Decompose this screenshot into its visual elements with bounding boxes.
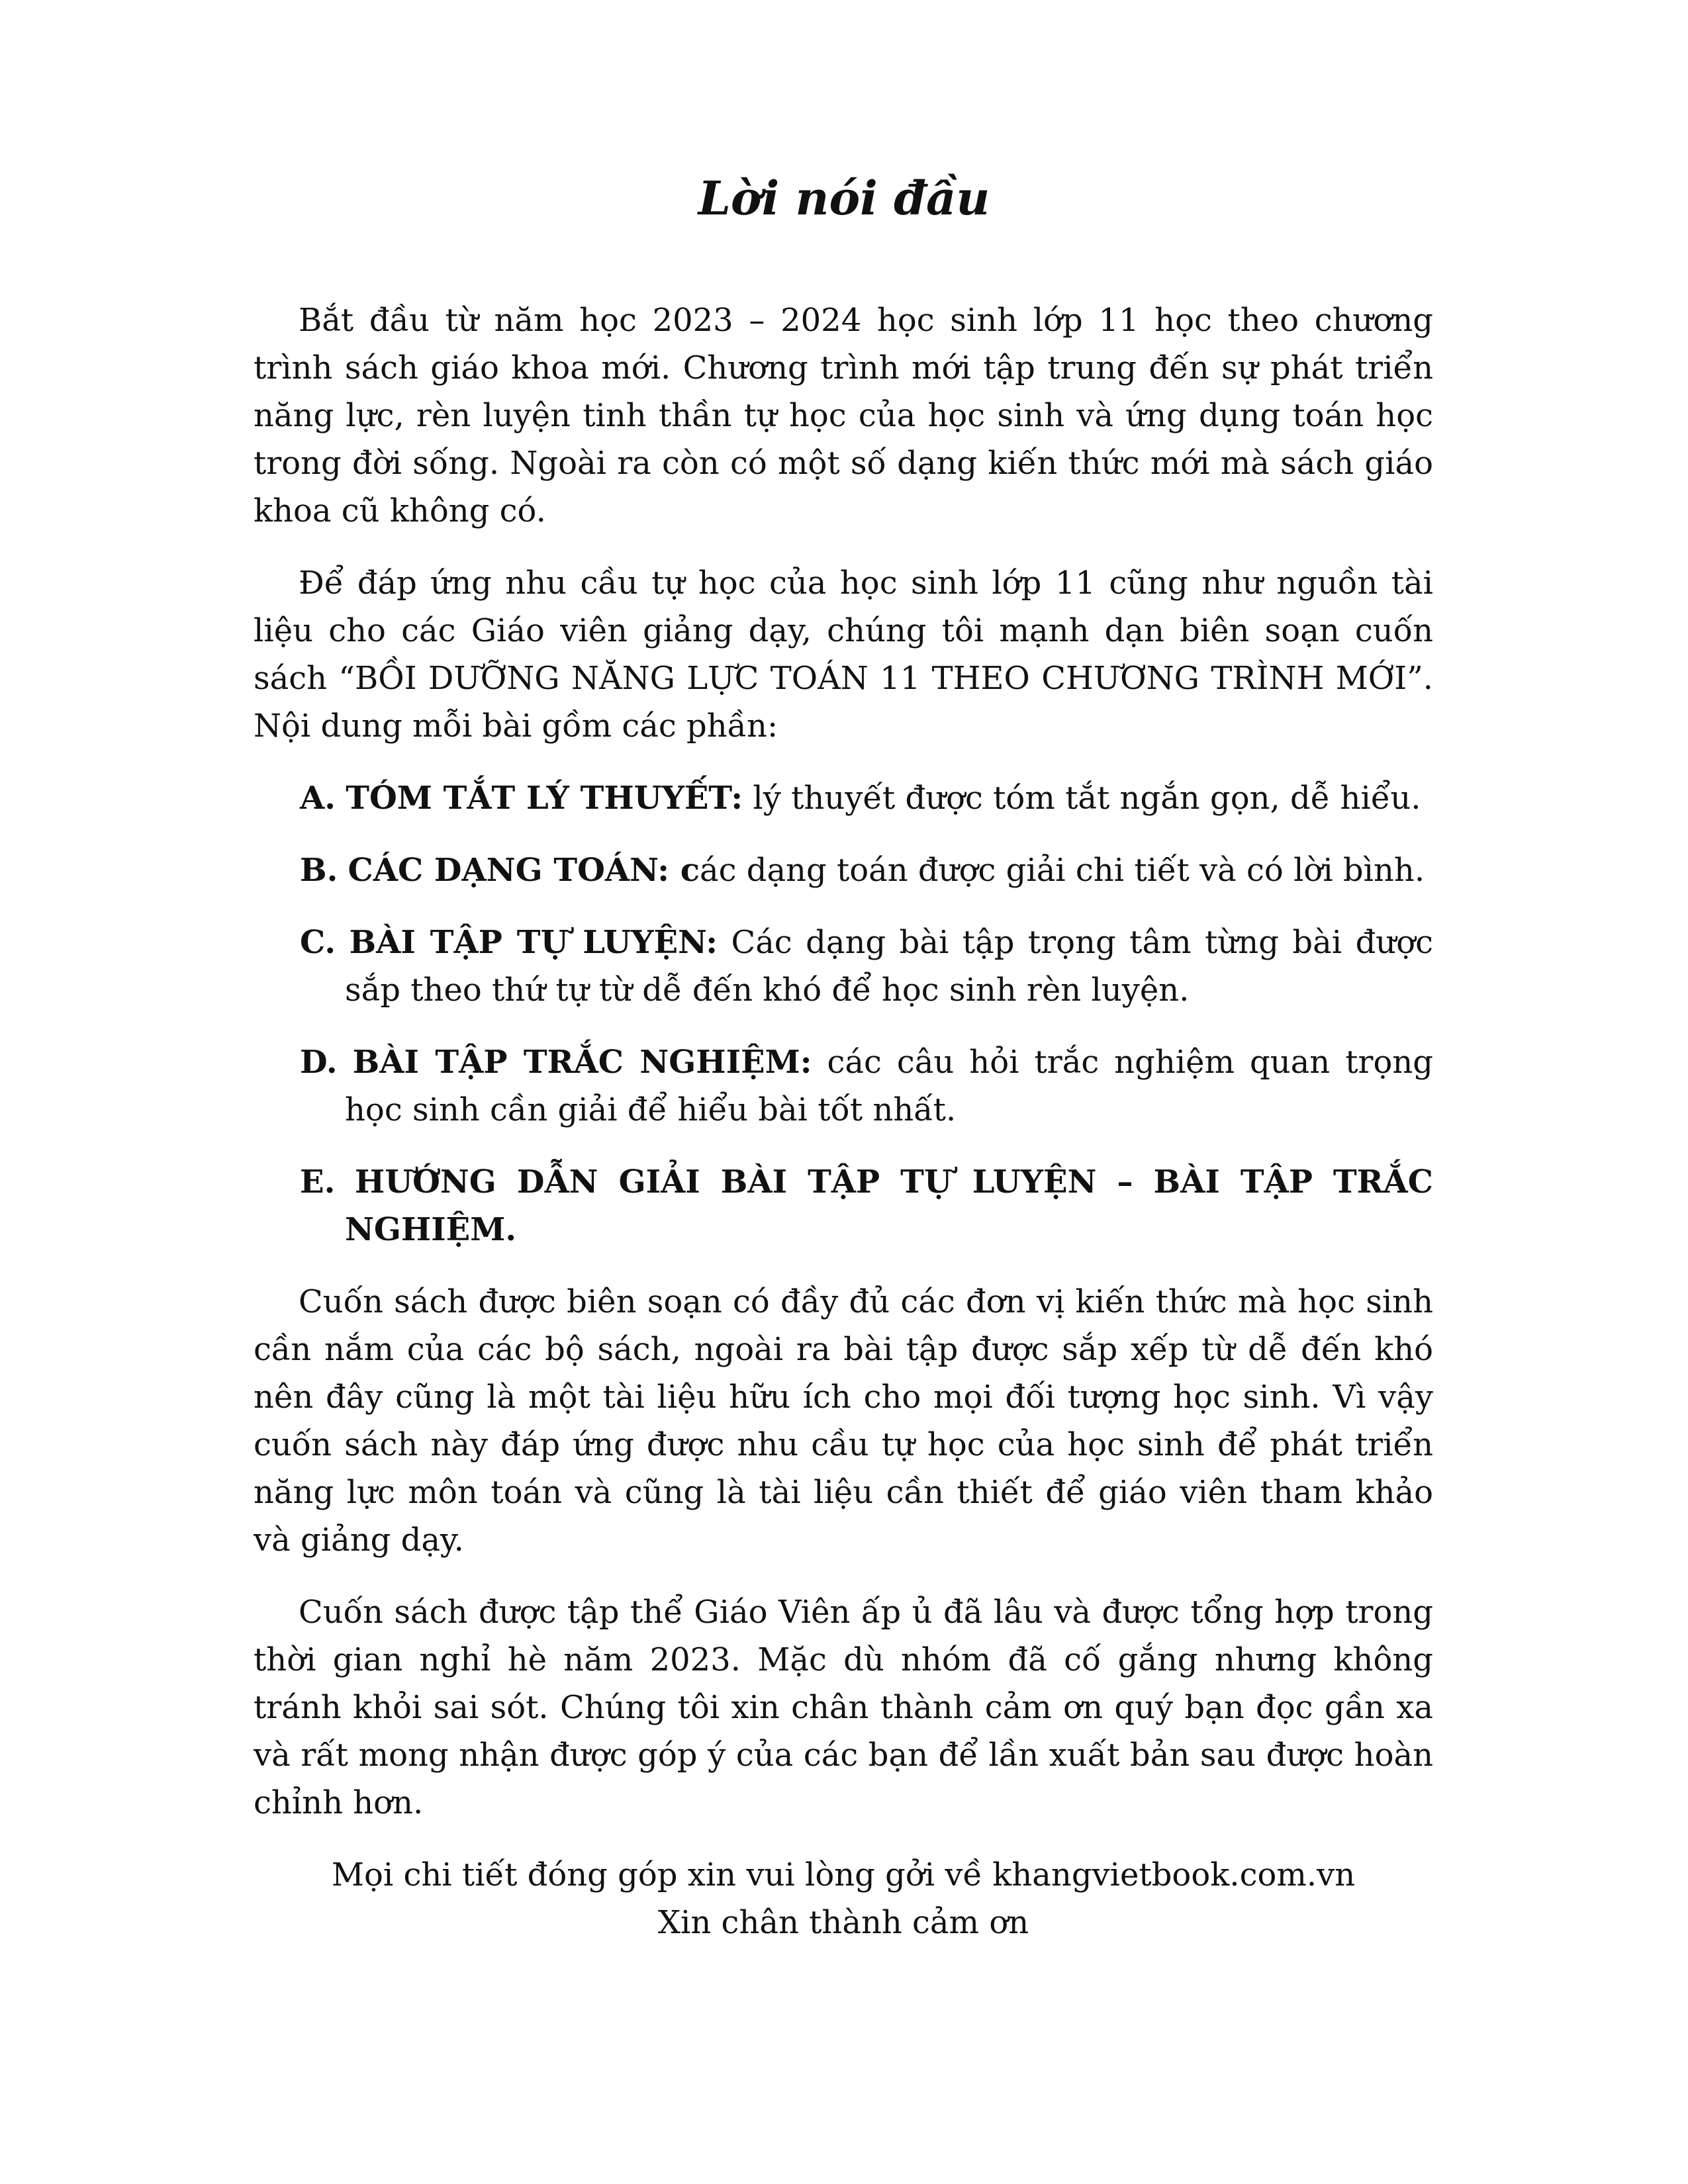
section-item-a	[300, 774, 1433, 822]
section-letter: D.	[300, 1044, 338, 1081]
section-item-e	[300, 1158, 1433, 1253]
section-item-c	[300, 919, 1433, 1014]
section-heading: BÀI TẬP TRẮC NGHIỆM:	[352, 1044, 812, 1081]
page-title: Lời nói đầu	[698, 171, 990, 226]
section-item-d	[300, 1038, 1433, 1134]
contact-line: Mọi chi tiết đóng góp xin vui lòng gởi về khangvietbook.com.vn	[331, 1856, 1356, 1893]
section-item-b	[300, 846, 1433, 894]
section-letter: C.	[300, 924, 336, 961]
paragraph-content: Cuốn sách được biên soạn có đầy đủ các đơn vị kiến thức mà học sinh cần nắm của các bộ sách, ngoài ra bài tập được sắp xếp từ dễ đến khó nên đây cũng là một tài liệu hữu ích cho mọi đối tượng học sinh. Vì vậy cuốn sách này đáp ứng được nhu cầu tự học của học sinh để phát triển năng lực môn toán và cũng là tài liệu cần thiết để giáo viên tham khảo và giảng dạy.	[254, 1283, 1433, 1559]
paragraph-purpose: Để đáp ứng nhu cầu tự học của học sinh lớp 11 cũng như nguồn tài liệu cho các Giáo viên giảng dạy, chúng tôi mạnh dạn biên soạn cuốn sách “BỒI DƯỠNG NĂNG LỰC TOÁN 11 THEO CHƯƠNG TRÌNH MỚI”. Nội dung mỗi bài gồm các phần:	[254, 565, 1433, 745]
section-letter: E.	[300, 1163, 336, 1201]
section-text: Các dạng bài tập trọng tâm từng bài được sắp theo thứ tự từ dễ đến khó để học sinh rèn luyện.	[345, 924, 1434, 1009]
section-letter: A.	[300, 780, 336, 817]
section-heading: HƯỚNG DẪN GIẢI BÀI TẬP TỰ LUYỆN – BÀI TẬP TRẮC NGHIỆM.	[345, 1163, 1433, 1248]
section-heading: CÁC DẠNG TOÁN: c	[348, 852, 700, 889]
paragraph-intro: Bắt đầu từ năm học 2023 – 2024 học sinh lớp 11 học theo chương trình sách giáo khoa mới. Chương trình mới tập trung đến sự phát triển năng lực, rèn luyện tinh thần tự học của học sinh và ứng dụng toán học trong đời sống. Ngoài ra còn có một số dạng kiến thức mới mà sách giáo khoa cũ không có.	[254, 302, 1433, 529]
section-text: ác dạng toán được giải chi tiết và có lời bình.	[699, 852, 1425, 889]
section-heading: BÀI TẬP TỰ LUYỆN:	[349, 924, 718, 961]
section-letter: B.	[300, 852, 338, 889]
section-text: các câu hỏi trắc nghiệm quan trọng học sinh cần giải để hiểu bài tốt nhất.	[345, 1044, 1433, 1128]
section-text: lý thuyết được tóm tắt ngắn gọn, dễ hiểu.	[743, 780, 1421, 817]
section-heading: TÓM TẮT LÝ THUYẾT:	[346, 780, 743, 817]
preface-body	[254, 296, 1433, 1946]
thank-you-line: Xin chân thành cảm ơn	[657, 1904, 1029, 1941]
paragraph-thanks: Cuốn sách được tập thể Giáo Viên ấp ủ đã lâu và được tổng hợp trong thời gian nghỉ hè năm 2023. Mặc dù nhóm đã cố gắng nhưng không tránh khỏi sai sót. Chúng tôi xin chân thành cảm ơn quý bạn đọc gần xa và rất mong nhận được góp ý của các bạn để lần xuất bản sau được hoàn chỉnh hơn.	[254, 1594, 1433, 1821]
